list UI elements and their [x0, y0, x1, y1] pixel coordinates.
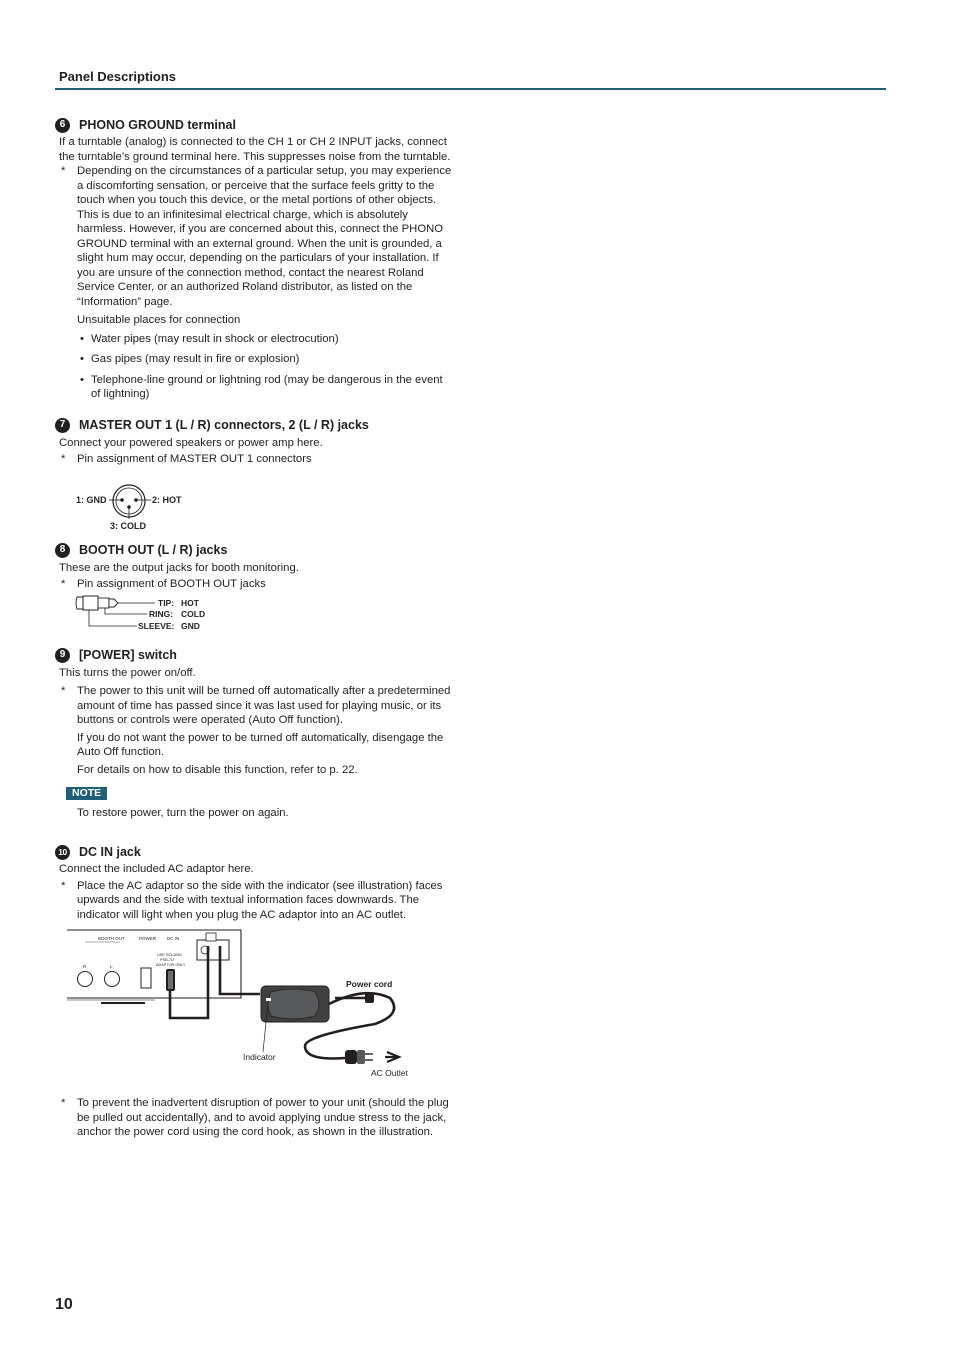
section-title-text: PHONO GROUND terminal — [79, 117, 236, 132]
asterisk-icon: * — [61, 165, 66, 177]
xlr-label-cold: 3: COLD — [110, 520, 146, 529]
note-callout — [59, 786, 454, 801]
asterisk-note — [59, 879, 454, 923]
panel-label-use-roland: USE ROLAND — [157, 953, 182, 957]
panel-label-adaptor: ADAPTOR ONLY — [156, 963, 186, 967]
label-ac-outlet: AC Outlet — [371, 1068, 408, 1078]
note-text: Place the AC adaptor so the side with the indicator (see illustration) faces upwards and the side with textual information faces downwards. The indicator will light when you plug the AC adaptor into an AC outlet. — [77, 879, 443, 921]
trs-tip — [109, 599, 118, 607]
section-number-badge: 10 — [55, 845, 70, 860]
booth-out-r-jack-icon — [78, 972, 93, 987]
section-title-power-switch — [55, 646, 454, 666]
trs-value-ring: COLD — [181, 608, 206, 619]
asterisk-icon: * — [61, 1097, 66, 1109]
booth-out-l-jack-icon — [105, 972, 120, 987]
paragraph: These are the output jacks for booth monitoring. — [59, 561, 299, 574]
ac-adaptor-diagram — [65, 926, 445, 1084]
paragraph: For details on how to disable this function, refer to p. 22. — [77, 763, 358, 776]
paragraph: Connect your powered speakers or power amp here. — [59, 436, 323, 449]
trs-label-sleeve: SLEEVE: — [138, 620, 175, 631]
note-text: Depending on the circumstances of a particular setup, you may experience a discomforting sensation, or perceive that the surface feels gritty to the touch when you touch this device, or the metal portions of other objects. This is due to an infinitesimal electrical charge, which is absolutely harmless. However, if you are concerned about this, connect the PHONO GROUND terminal with an external ground. When the unit is grounded, a slight hum may occur, depending on the particulars of your installation. If you are unsure of the connection method, contact the nearest Roland Service Center, or an authorized Roland distributor, as listed on the “Information” page. — [77, 165, 452, 308]
panel-label-booth-out: BOOTH OUT — [98, 936, 125, 941]
panel-label-l: L — [110, 964, 113, 969]
section-title-text: MASTER OUT 1 (L / R) connectors, 2 (L / R) jacks — [79, 418, 369, 433]
paragraph: This turns the power on/off. — [59, 666, 196, 679]
section-number-badge: 9 — [55, 648, 70, 663]
paragraph: To restore power, turn the power on again. — [77, 806, 289, 819]
trs-label-ring: RING: — [149, 608, 174, 619]
bullet-icon: • — [80, 373, 84, 386]
section-title-text: [POWER] switch — [79, 648, 177, 663]
panel-label-psb: PSB-7U — [160, 958, 174, 962]
page-number: 10 — [55, 1296, 73, 1313]
asterisk-note — [59, 1096, 454, 1140]
asterisk-icon: * — [61, 578, 66, 590]
xlr-label-hot: 2: HOT — [152, 494, 182, 505]
asterisk-icon: * — [61, 453, 66, 465]
ac-plug-icon — [345, 1050, 357, 1064]
ac-outlet-arrow-icon — [385, 1052, 399, 1062]
label-indicator: Indicator — [243, 1052, 276, 1062]
note-text: The power to this unit will be turned off automatically after a predetermined amount of time has passed since it was last used for playing music, or its buttons or controls were operated (Auto Off function). — [77, 685, 451, 726]
trs-lead-sleeve — [89, 610, 137, 626]
page-header-title: Panel Descriptions — [59, 69, 177, 84]
panel-label-dc-in: DC IN — [167, 936, 180, 941]
header-divider — [55, 88, 886, 90]
section-title-text: DC IN jack — [79, 844, 141, 859]
unsuitable-label: Unsuitable places for connection — [77, 314, 241, 326]
power-cord-plug-icon — [365, 993, 374, 1003]
asterisk-note — [59, 164, 454, 309]
note-text: Pin assignment of MASTER OUT 1 connectors — [77, 453, 312, 465]
asterisk-note — [59, 577, 454, 592]
section-title-phono-ground — [55, 115, 454, 135]
section-title-dc-in — [55, 842, 454, 862]
note-text: To prevent the inadvertent disruption of power to your unit (should the plug be pulled out accidentally), and to avoid applying undue stress to the jack, anchor the power cord using the cord hook, as shown in the illustration. — [77, 1097, 449, 1138]
panel-label-power: POWER — [139, 936, 157, 941]
list-item — [59, 332, 454, 347]
list-item-text: Gas pipes (may result in fire or explosion) — [91, 353, 300, 365]
paragraph: If you do not want the power to be turned off automatically, disengage the Auto Off function. — [77, 731, 444, 758]
note-text: Pin assignment of BOOTH OUT jacks — [77, 578, 266, 590]
paragraph: Connect the included AC adaptor here. — [59, 863, 254, 875]
trs-value-tip: HOT — [181, 597, 199, 608]
trs-ring — [98, 598, 109, 608]
section-title-text: BOOTH OUT (L / R) jacks — [79, 543, 228, 558]
dc-plug-inner — [168, 971, 173, 989]
panel-label-r: R — [83, 964, 87, 969]
section-number-badge: 7 — [55, 418, 70, 433]
ac-plug-body — [357, 1050, 365, 1064]
trs-lead-ring — [105, 608, 147, 614]
content-column — [59, 115, 454, 1140]
trs-sleeve — [83, 596, 98, 610]
paragraph: If a turntable (analog) is connected to the CH 1 or CH 2 INPUT jacks, connect the turntable’s ground terminal here. This suppresses noise from the turntable. — [59, 136, 451, 163]
bullet-icon: • — [80, 353, 84, 365]
note-badge: NOTE — [66, 787, 107, 800]
asterisk-note — [59, 684, 454, 728]
bullet-icon: • — [80, 332, 84, 345]
section-number-badge: 6 — [55, 118, 70, 133]
trs-value-sleeve: GND — [181, 620, 200, 631]
trs-plug-end — [76, 597, 83, 609]
label-power-cord: Power cord — [346, 979, 393, 989]
section-title-master-out — [55, 416, 454, 436]
list-item — [59, 352, 454, 367]
asterisk-icon: * — [61, 685, 66, 697]
cord-hook-tab — [206, 933, 216, 941]
trs-pin-diagram — [59, 592, 229, 634]
list-item — [59, 373, 454, 402]
ac-adaptor-indicator-icon — [266, 998, 271, 1001]
ac-adaptor-top-surface — [268, 989, 319, 1019]
asterisk-note — [59, 452, 454, 467]
section-number-badge: 8 — [55, 543, 70, 558]
section-title-booth-out — [55, 541, 454, 561]
list-item-text: Water pipes (may result in shock or electrocution) — [91, 332, 339, 345]
xlr-label-gnd: 1: GND — [76, 494, 107, 505]
xlr-pin-diagram — [59, 469, 219, 529]
list-item-text: Telephone-line ground or lightning rod (may be dangerous in the event of lightning) — [91, 373, 443, 400]
power-switch-icon — [141, 968, 151, 988]
trs-label-tip: TIP: — [158, 597, 175, 608]
asterisk-icon: * — [61, 879, 66, 892]
